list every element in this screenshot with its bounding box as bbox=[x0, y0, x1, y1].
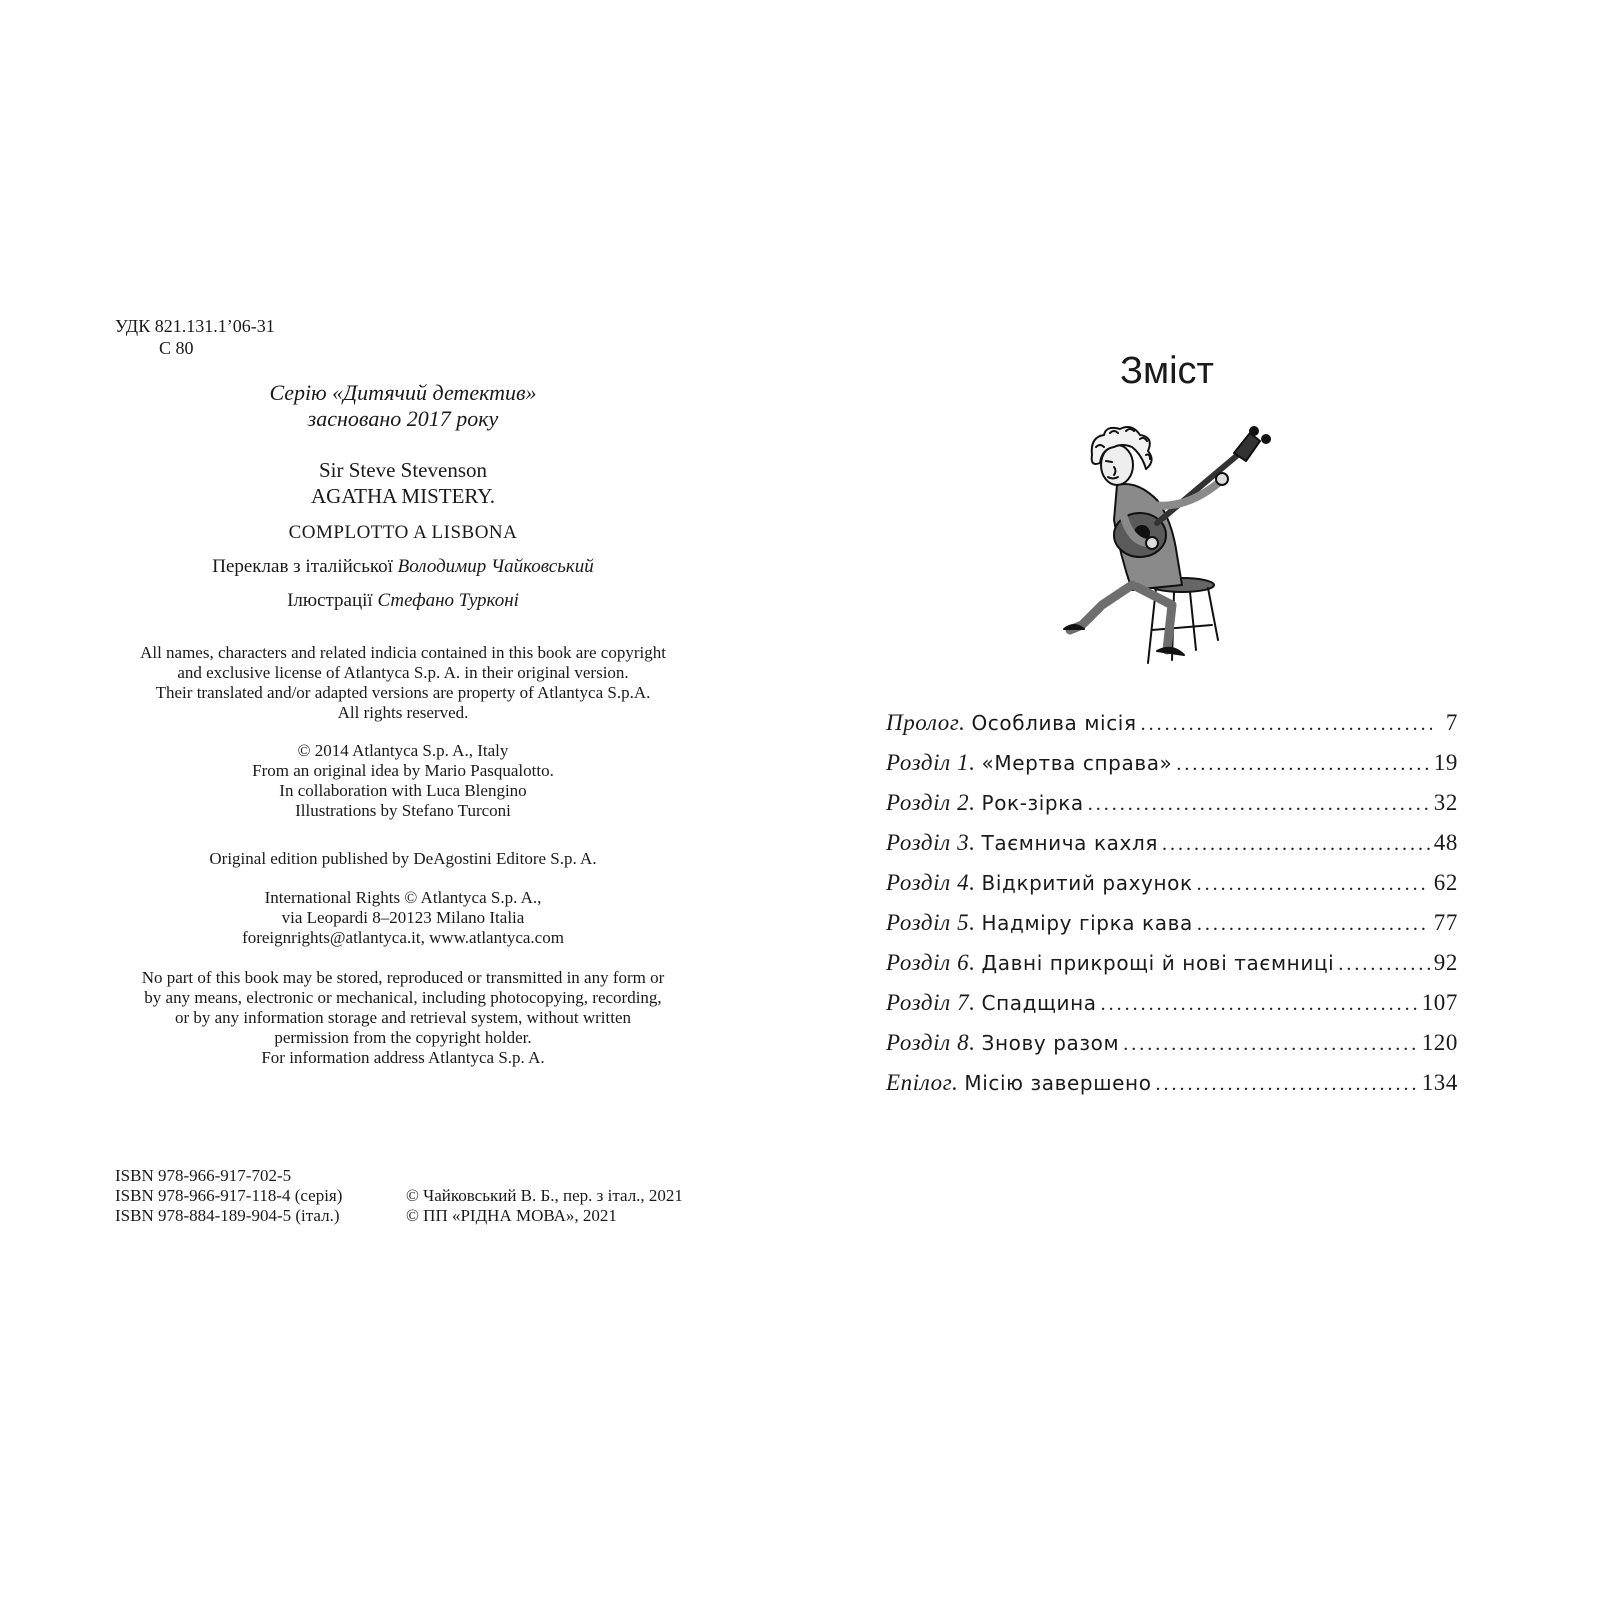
toc-leader-dots bbox=[1156, 1073, 1418, 1096]
toc-entry-page: 92 bbox=[1433, 950, 1458, 975]
license-line: Their translated and/or adapted versions are property of Atlantyca S.p.A. bbox=[155, 683, 651, 702]
isbn-line: ISBN 978-884-189-904-5 (італ.) bbox=[115, 1206, 340, 1225]
toc-leader-dots bbox=[1197, 873, 1430, 896]
toc-entry-title: Місію завершено bbox=[964, 1071, 1152, 1095]
guitarist-illustration bbox=[1062, 425, 1292, 670]
toc-entry[interactable] bbox=[886, 710, 1458, 750]
original-title-block bbox=[115, 457, 691, 509]
license-line: All rights reserved. bbox=[337, 703, 469, 722]
rights-line: International Rights © Atlantyca S.p. A., bbox=[264, 888, 542, 907]
translation-copyrights bbox=[406, 1186, 683, 1226]
toc-entry[interactable] bbox=[886, 1070, 1458, 1110]
toc-entry-page: 120 bbox=[1421, 1030, 1458, 1055]
toc-entry-page: 62 bbox=[1433, 870, 1458, 895]
toc-leader-dots bbox=[1101, 993, 1418, 1016]
translator-credit bbox=[115, 556, 691, 578]
udk-block bbox=[115, 315, 275, 359]
right-page bbox=[800, 0, 1600, 1600]
toc-entry-title: Надміру гірка кава bbox=[981, 911, 1193, 935]
original-author: Sir Steve Stevenson bbox=[319, 458, 487, 482]
license-line: and exclusive license of Atlantyca S.p. A. in their original version. bbox=[177, 663, 629, 682]
copyright-line: From an original idea by Mario Pasqualotto. bbox=[252, 761, 554, 780]
toc-entry-label: Розділ 3. bbox=[886, 830, 976, 855]
copyright-notice bbox=[115, 741, 691, 821]
toc-entry[interactable] bbox=[886, 870, 1458, 910]
license-notice bbox=[115, 643, 691, 723]
toc-leader-dots bbox=[1197, 913, 1430, 936]
toc-entry-page: 7 bbox=[1445, 710, 1458, 735]
toc-entry[interactable] bbox=[886, 790, 1458, 830]
toc-entry-page: 77 bbox=[1433, 910, 1458, 935]
series-line-2: засновано 2017 року bbox=[307, 406, 499, 431]
toc-entry-label: Розділ 8. bbox=[886, 1030, 976, 1055]
udk-code: УДК 821.131.1’06-31 bbox=[115, 316, 275, 336]
isbn-line: ISBN 978-966-917-702-5 bbox=[115, 1166, 292, 1185]
toc-leader-dots bbox=[1176, 753, 1429, 776]
international-rights bbox=[115, 888, 691, 948]
author-code: С 80 bbox=[159, 338, 194, 358]
toc-leader-dots bbox=[1141, 713, 1432, 736]
reproduction-line: by any means, electronic or mechanical, including photocopying, recording, bbox=[144, 988, 662, 1007]
toc-list bbox=[886, 710, 1458, 1110]
isbn-line: ISBN 978-966-917-118-4 (серія) bbox=[115, 1186, 343, 1205]
toc-entry-title: Спадщина bbox=[981, 991, 1097, 1015]
toc-entry-page: 48 bbox=[1433, 830, 1458, 855]
toc-leader-dots bbox=[1123, 1033, 1418, 1056]
isbn-list bbox=[115, 1166, 342, 1226]
toc-leader-dots bbox=[1338, 953, 1429, 976]
toc-entry-page: 134 bbox=[1421, 1070, 1458, 1095]
reproduction-line: or by any information storage and retrieval system, without written bbox=[174, 1008, 632, 1027]
copyright-line: Illustrations by Stefano Turconi bbox=[295, 801, 511, 820]
toc-entry[interactable] bbox=[886, 750, 1458, 790]
rights-line: foreignrights@atlantyca.it, www.atlantyca.com bbox=[242, 928, 564, 947]
toc-entry-page: 19 bbox=[1433, 750, 1458, 775]
toc-title: Зміст bbox=[1120, 350, 1214, 392]
series-note bbox=[115, 380, 691, 432]
toc-entry[interactable] bbox=[886, 990, 1458, 1030]
toc-entry-title: Давні прикрощі й нові таємниці bbox=[981, 951, 1335, 975]
toc-entry-label: Пролог. bbox=[886, 710, 966, 735]
toc-entry-label: Розділ 6. bbox=[886, 950, 976, 975]
illustrator-name: Стефано Турконі bbox=[377, 590, 519, 611]
toc-entry[interactable] bbox=[886, 950, 1458, 990]
original-title: AGATHA MISTERY. bbox=[311, 484, 495, 508]
reproduction-line: For information address Atlantyca S.p. A. bbox=[261, 1048, 545, 1067]
toc-entry-title: «Мертва справа» bbox=[981, 751, 1173, 775]
license-line: All names, characters and related indicia contained in this book are copyright bbox=[140, 643, 666, 662]
translation-copyright-line: © ПП «РІДНА МОВА», 2021 bbox=[406, 1206, 617, 1225]
reproduction-line: No part of this book may be stored, reproduced or transmitted in any form or bbox=[141, 968, 665, 987]
toc-entry-label: Розділ 5. bbox=[886, 910, 976, 935]
translation-copyright-line: © Чайковський В. Б., пер. з італ., 2021 bbox=[406, 1186, 683, 1205]
translator-name: Володимир Чайковський bbox=[397, 556, 594, 577]
original-edition-note: Original edition published by DeAgostini Editore S.p. A. bbox=[209, 849, 597, 868]
translator-label: Переклав з італійської bbox=[212, 556, 393, 577]
toc-leader-dots bbox=[1162, 833, 1430, 856]
toc-entry[interactable] bbox=[886, 910, 1458, 950]
toc-entry-title: Відкритий рахунок bbox=[981, 871, 1193, 895]
toc-leader-dots bbox=[1088, 793, 1430, 816]
illustrator-credit bbox=[115, 590, 691, 612]
illustrator-label: Ілюстрації bbox=[287, 590, 373, 611]
toc-entry-label: Епілог. bbox=[886, 1070, 959, 1095]
reproduction-notice bbox=[115, 968, 691, 1068]
toc-entry[interactable] bbox=[886, 1030, 1458, 1070]
toc-entry-label: Розділ 7. bbox=[886, 990, 976, 1015]
rights-line: via Leopardi 8–20123 Milano Italia bbox=[281, 908, 525, 927]
copyright-line: © 2014 Atlantyca S.p. A., Italy bbox=[297, 741, 509, 760]
toc-entry-title: Особлива місія bbox=[971, 711, 1137, 735]
toc-entry-label: Розділ 1. bbox=[886, 750, 976, 775]
copyright-line: In collaboration with Luca Blengino bbox=[279, 781, 527, 800]
toc-entry-label: Розділ 4. bbox=[886, 870, 976, 895]
toc-entry-label: Розділ 2. bbox=[886, 790, 976, 815]
toc-entry-page: 32 bbox=[1433, 790, 1458, 815]
series-line-1: Серію «Дитячий детектив» bbox=[269, 380, 537, 405]
original-subtitle: COMPLOTTO A LISBONA bbox=[288, 522, 518, 543]
toc-entry-title: Таємнича кахля bbox=[981, 831, 1158, 855]
toc-entry[interactable] bbox=[886, 830, 1458, 870]
toc-entry-page: 107 bbox=[1421, 990, 1458, 1015]
reproduction-line: permission from the copyright holder. bbox=[274, 1028, 532, 1047]
toc-entry-title: Знову разом bbox=[981, 1031, 1120, 1055]
toc-entry-title: Рок-зірка bbox=[981, 791, 1084, 815]
